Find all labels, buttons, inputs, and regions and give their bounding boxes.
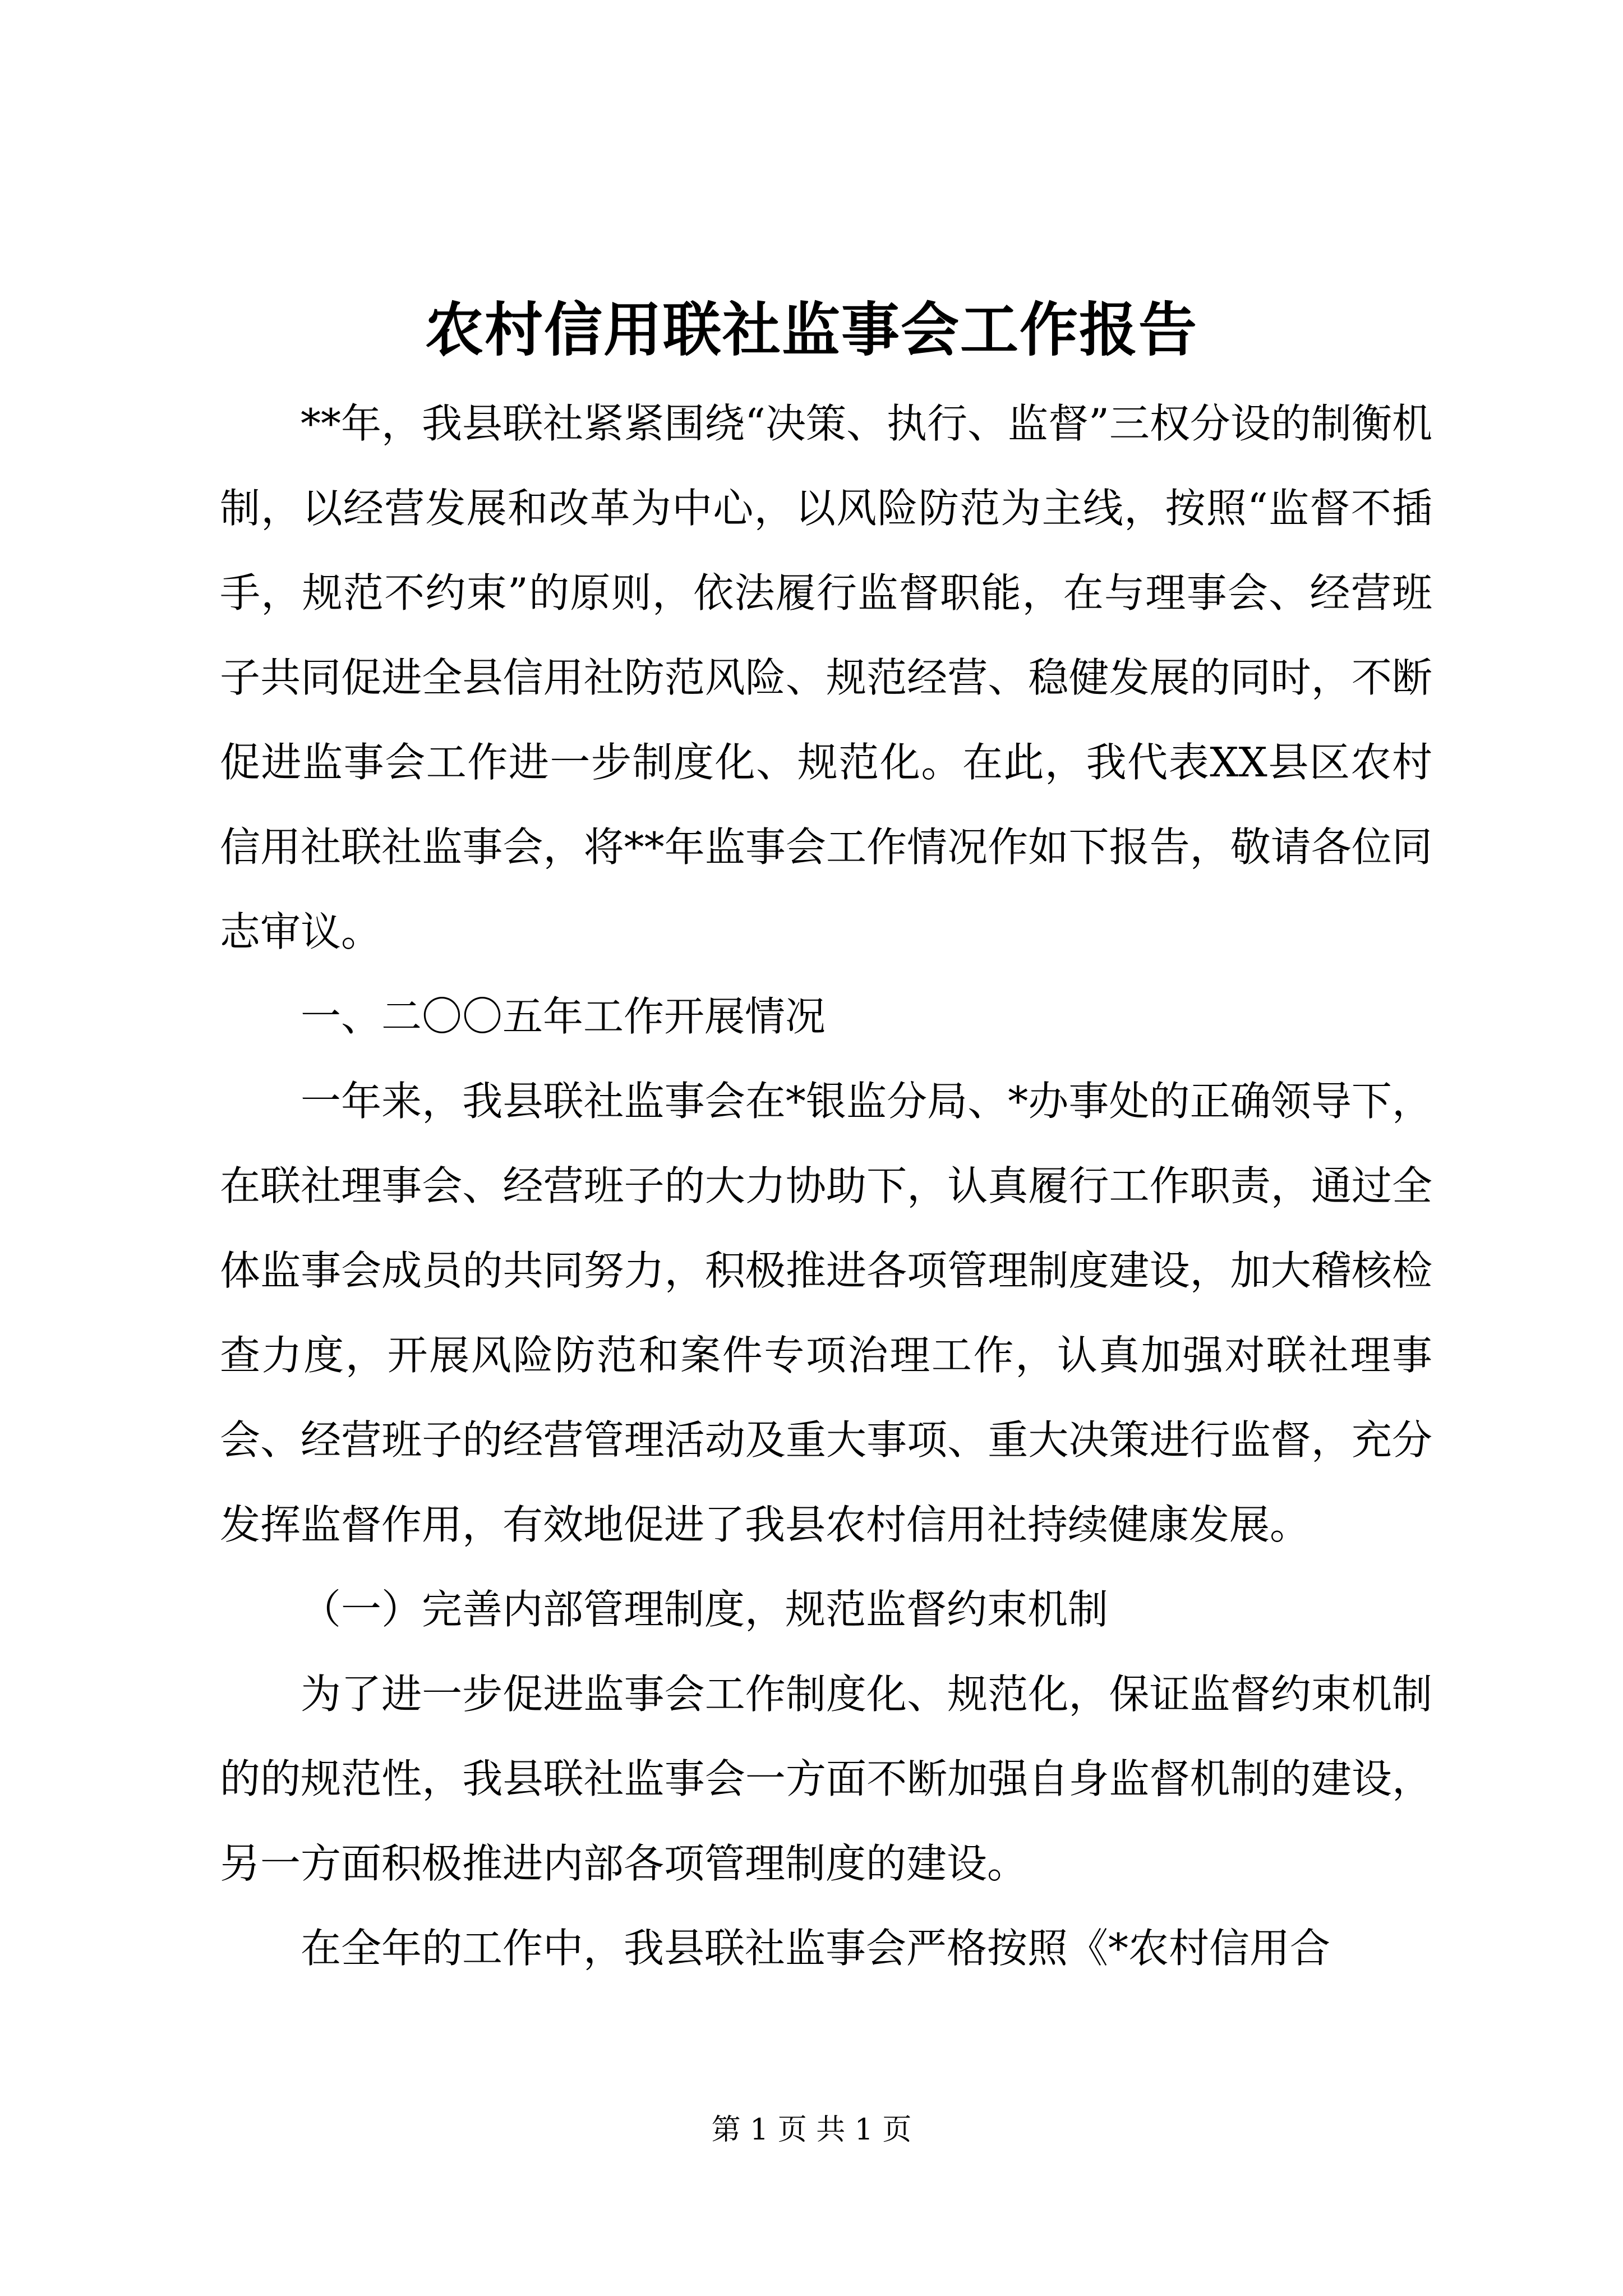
document-body (220, 381, 1432, 1991)
intro-paragraph: **年，我县联社紧紧围绕“决策、执行、监督”三权分设的制衡机制，以经营发展和改革为中心，以风险防范为主线，按照“监督不插手，规范不约束”的原则，依法履行监督职能，在与理事会、经营班子共同促进全县信用社防范风险、规范经营、稳健发展的同时，不断促进监事会工作进一步制度化、规范化。在此，我代表XX县区农村信用社联社监事会，将**年监事会工作情况作如下报告，敬请各位同志审议。 (220, 400, 1432, 955)
page-footer: 第 1 页 共 1 页 (711, 2113, 912, 2147)
subsection-1-paragraph-1: 为了进一步促进监事会工作制度化、规范化，保证监督约束机制的的规范性，我县联社监事会一方面不断加强自身监督机制的建设，另一方面积极推进内部各项管理制度的建设。 (220, 1671, 1432, 1887)
section-1-paragraph: 一年来，我县联社监事会在*银监分局、*办事处的正确领导下，在联社理事会、经营班子的大力协助下，认真履行工作职责，通过全体监事会成员的共同努力，积极推进各项管理制度建设，加大稽核检查力度，开展风险防范和案件专项治理工作，认真加强对联社理事会、经营班子的经营管理活动及重大事项、重大决策进行监督，充分发挥监督作用，有效地促进了我县农村信用社持续健康发展。 (220, 1078, 1432, 1548)
section-heading-1: 一、二〇〇五年工作开展情况 (301, 993, 826, 1040)
document-title: 农村信用联社监事会工作报告 (425, 295, 1198, 364)
subsection-heading-1: （一）完善内部管理制度，规范监督约束机制 (301, 1586, 1109, 1633)
subsection-1-paragraph-2: 在全年的工作中，我县联社监事会严格按照《*农村信用合 (301, 1925, 1331, 1972)
